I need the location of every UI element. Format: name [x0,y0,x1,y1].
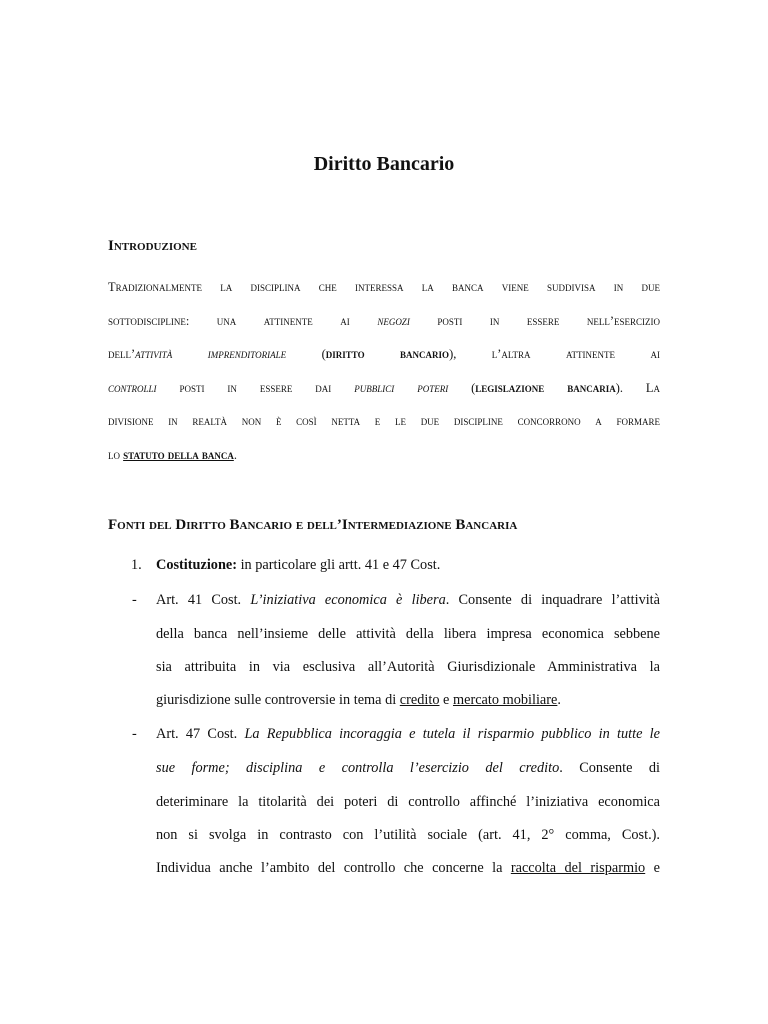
mercato-mobiliare-term: mercato mobiliare [452,692,558,708]
bullet-art47: - [132,726,137,742]
intro-line-4: controlli posti in essere dai pubblici poteri (legislazione bancaria). La [108,381,661,395]
art47-line-2: sue forme; disciplina e controlla l’esercizio del credito. Consente di [156,760,660,776]
art41-line-1: Art. 41 Cost. L’iniziativa economica è libera. Consente di inquadrare l’attività [156,592,661,608]
art41-line-3: sia attribuita in via esclusiva all’Autorità Giurisdizionale Amministrativa la [156,659,660,675]
intro-line-5: divisione in realtà non è così netta e le due discipline concorrono a formare [108,414,660,428]
intro-line-1: Tradizionalmente la disciplina che interessa la banca viene suddivisa in due [108,280,660,294]
art47-line-3: deteriminare la titolarità dei poteri di controllo affinché l’iniziativa economica [156,794,660,810]
art47-line-4: non si svolga in contrasto con l’utilità sociale (art. 41, 2° comma, Cost.). [156,827,660,843]
raccolta-del-risparmio-term: raccolta del risparmio [510,860,646,876]
statuto-della-banca-term: statuto della banca [123,448,234,462]
document-title: Diritto Bancario [313,153,455,175]
list-number-1: 1. [131,557,142,573]
section-heading-introduzione: Introduzione [108,238,197,254]
intro-line-2: sottodiscipline: una attinente ai negozi posti in essere nell’esercizio [108,314,660,328]
credito-term: credito [399,692,440,708]
intro-line-6: lo statuto della banca. [108,448,237,462]
intro-line-3: dell’attività imprenditoriale (diritto bancario), l’altra attinente ai [108,347,661,361]
art47-line-5: Individua anche l’ambito del controllo che concerne la raccolta del risparmio e [156,860,660,876]
art41-line-2: della banca nell’insieme delle attività della libera impresa economica sebbene [156,626,660,642]
bullet-art41: - [132,592,137,608]
art41-line-4: giurisdizione sulle controversie in tema di credito e mercato mobiliare. [156,692,561,708]
art47-line-1: Art. 47 Cost. La Repubblica incoraggia e tutela il risparmio pubblico in tutte le [156,726,660,742]
section-heading-fonti: Fonti del Diritto Bancario e dell’Intermediazione Bancaria [108,517,518,533]
list-item-costituzione: Costituzione: in particolare gli artt. 41 e 47 Cost. [156,557,441,573]
